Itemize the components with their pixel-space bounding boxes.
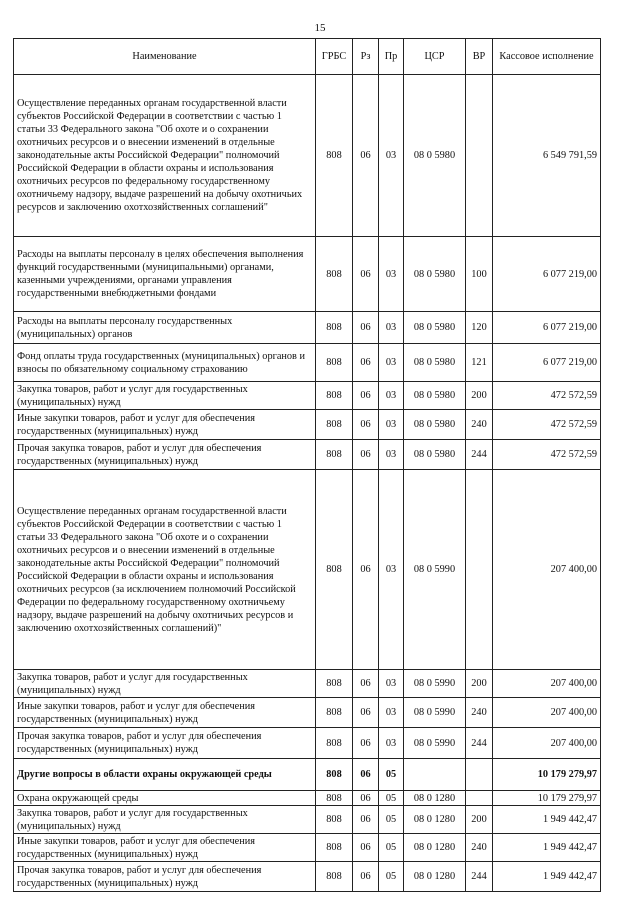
row-rz: 06 xyxy=(353,806,379,834)
row-csr: 08 0 1280 xyxy=(404,862,466,892)
table-row xyxy=(14,237,601,312)
row-amount: 6 077 219,00 xyxy=(493,237,601,312)
row-csr: 08 0 5980 xyxy=(404,344,466,382)
header-pr: Пр xyxy=(379,39,404,75)
row-grbs: 808 xyxy=(316,382,353,410)
row-vr: 244 xyxy=(466,440,493,470)
row-grbs: 808 xyxy=(316,440,353,470)
row-vr: 200 xyxy=(466,806,493,834)
table-body xyxy=(14,75,601,892)
row-pr: 03 xyxy=(379,698,404,728)
row-vr xyxy=(466,791,493,806)
row-rz: 06 xyxy=(353,312,379,344)
row-amount: 6 077 219,00 xyxy=(493,344,601,382)
row-name: Закупка товаров, работ и услуг для государственных (муниципальных) нужд xyxy=(14,670,316,698)
row-name: Прочая закупка товаров, работ и услуг для обеспечения государственных (муниципальных) нужд xyxy=(14,862,316,892)
row-rz: 06 xyxy=(353,237,379,312)
row-vr: 200 xyxy=(466,670,493,698)
row-csr xyxy=(404,759,466,791)
row-grbs: 808 xyxy=(316,75,353,237)
row-amount: 10 179 279,97 xyxy=(493,791,601,806)
row-amount: 207 400,00 xyxy=(493,728,601,759)
row-vr: 244 xyxy=(466,728,493,759)
row-grbs: 808 xyxy=(316,834,353,862)
table-row xyxy=(14,806,601,834)
header-grbs: ГРБС xyxy=(316,39,353,75)
row-name: Иные закупки товаров, работ и услуг для обеспечения государственных (муниципальных) нужд xyxy=(14,698,316,728)
row-amount: 472 572,59 xyxy=(493,382,601,410)
table-row xyxy=(14,382,601,410)
row-rz: 06 xyxy=(353,791,379,806)
row-rz: 06 xyxy=(353,862,379,892)
table-row xyxy=(14,759,601,791)
row-pr: 03 xyxy=(379,237,404,312)
table-row xyxy=(14,791,601,806)
row-amount: 1 949 442,47 xyxy=(493,806,601,834)
row-pr: 05 xyxy=(379,759,404,791)
row-csr: 08 0 1280 xyxy=(404,834,466,862)
table-row xyxy=(14,312,601,344)
row-rz: 06 xyxy=(353,344,379,382)
row-rz: 06 xyxy=(353,382,379,410)
row-pr: 03 xyxy=(379,382,404,410)
row-name: Осуществление переданных органам государственной власти субъектов Российской Федерации в соответствии с частью 1 статьи 33 Федерального закона "Об охоте и о сохранении охотничьих ресурсов и о внесении изменений в отдельные законодательные акты Российской Федерации" полномочий Российской Федерации в области охраны и использования охотничьих ресурсов по федеральному государственному охотничьему надзору, выдаче разрешений на добычу охотничьих ресурсов и заключению охотхозяйственных соглашений" xyxy=(14,75,316,237)
row-pr: 03 xyxy=(379,440,404,470)
row-vr: 121 xyxy=(466,344,493,382)
table-row xyxy=(14,440,601,470)
row-csr: 08 0 5990 xyxy=(404,670,466,698)
header-vr: ВР xyxy=(466,39,493,75)
row-csr: 08 0 1280 xyxy=(404,806,466,834)
row-name: Закупка товаров, работ и услуг для государственных (муниципальных) нужд xyxy=(14,382,316,410)
row-vr: 120 xyxy=(466,312,493,344)
row-csr: 08 0 5980 xyxy=(404,75,466,237)
row-vr xyxy=(466,470,493,670)
row-grbs: 808 xyxy=(316,237,353,312)
row-pr: 03 xyxy=(379,312,404,344)
row-grbs: 808 xyxy=(316,759,353,791)
row-name: Иные закупки товаров, работ и услуг для обеспечения государственных (муниципальных) нужд xyxy=(14,834,316,862)
row-pr: 03 xyxy=(379,470,404,670)
row-rz: 06 xyxy=(353,728,379,759)
row-pr: 05 xyxy=(379,834,404,862)
row-csr: 08 0 5990 xyxy=(404,728,466,759)
header-amount: Кассовое исполнение xyxy=(493,39,601,75)
row-amount: 1 949 442,47 xyxy=(493,834,601,862)
row-amount: 10 179 279,97 xyxy=(493,759,601,791)
row-csr: 08 0 5980 xyxy=(404,237,466,312)
row-grbs: 808 xyxy=(316,670,353,698)
row-name: Прочая закупка товаров, работ и услуг для обеспечения государственных (муниципальных) нужд xyxy=(14,728,316,759)
row-csr: 08 0 5980 xyxy=(404,382,466,410)
row-pr: 05 xyxy=(379,806,404,834)
table-row xyxy=(14,410,601,440)
header-rz: Рз xyxy=(353,39,379,75)
row-pr: 05 xyxy=(379,862,404,892)
row-vr: 100 xyxy=(466,237,493,312)
row-pr: 03 xyxy=(379,670,404,698)
page-number: 15 xyxy=(314,22,326,34)
table-row xyxy=(14,344,601,382)
row-amount: 6 077 219,00 xyxy=(493,312,601,344)
row-rz: 06 xyxy=(353,759,379,791)
row-pr: 03 xyxy=(379,410,404,440)
row-grbs: 808 xyxy=(316,791,353,806)
table-row xyxy=(14,728,601,759)
row-amount: 207 400,00 xyxy=(493,470,601,670)
row-grbs: 808 xyxy=(316,862,353,892)
row-amount: 1 949 442,47 xyxy=(493,862,601,892)
header-name: Наименование xyxy=(14,39,316,75)
row-rz: 06 xyxy=(353,698,379,728)
row-csr: 08 0 5980 xyxy=(404,410,466,440)
table-row xyxy=(14,698,601,728)
table-row xyxy=(14,834,601,862)
row-vr xyxy=(466,759,493,791)
row-amount: 6 549 791,59 xyxy=(493,75,601,237)
row-pr: 03 xyxy=(379,344,404,382)
row-grbs: 808 xyxy=(316,312,353,344)
table-row xyxy=(14,670,601,698)
budget-execution-table xyxy=(13,38,601,892)
row-rz: 06 xyxy=(353,834,379,862)
row-vr: 240 xyxy=(466,834,493,862)
row-name: Охрана окружающей среды xyxy=(14,791,316,806)
row-csr: 08 0 5990 xyxy=(404,698,466,728)
row-name: Фонд оплаты труда государственных (муниципальных) органов и взносы по обязательному социальному страхованию xyxy=(14,344,316,382)
row-pr: 03 xyxy=(379,75,404,237)
row-name: Расходы на выплаты персоналу в целях обеспечения выполнения функций государственными (муниципальными) органами, казенными учреждениями, органами управления государственными внебюджетными фондами xyxy=(14,237,316,312)
row-grbs: 808 xyxy=(316,344,353,382)
row-name: Иные закупки товаров, работ и услуг для обеспечения государственных (муниципальных) нужд xyxy=(14,410,316,440)
row-amount: 207 400,00 xyxy=(493,670,601,698)
row-grbs: 808 xyxy=(316,470,353,670)
row-pr: 03 xyxy=(379,728,404,759)
row-vr xyxy=(466,75,493,237)
table-header-row xyxy=(14,39,601,75)
row-amount: 472 572,59 xyxy=(493,440,601,470)
row-csr: 08 0 5990 xyxy=(404,470,466,670)
row-name: Осуществление переданных органам государственной власти субъектов Российской Федерации в соответствии с частью 1 статьи 33 Федерального закона "Об охоте и о сохранении охотничьих ресурсов и о внесении изменений в отдельные законодательные акты Российской Федерации" полномочий Российской Федерации в области охраны и использования охотничьих ресурсов (за исключением полномочий Российской Федерации по федеральному государственному охотничьему надзору, выдаче разрешений на добычу охотничьих ресурсов и заключению охотхозяйственных соглашений)" xyxy=(14,470,316,670)
row-grbs: 808 xyxy=(316,410,353,440)
row-grbs: 808 xyxy=(316,698,353,728)
row-rz: 06 xyxy=(353,470,379,670)
table-row xyxy=(14,75,601,237)
row-pr: 05 xyxy=(379,791,404,806)
row-name: Прочая закупка товаров, работ и услуг для обеспечения государственных (муниципальных) нужд xyxy=(14,440,316,470)
row-vr: 240 xyxy=(466,410,493,440)
row-name: Расходы на выплаты персоналу государственных (муниципальных) органов xyxy=(14,312,316,344)
row-rz: 06 xyxy=(353,410,379,440)
row-csr: 08 0 5980 xyxy=(404,440,466,470)
table-row xyxy=(14,862,601,892)
row-amount: 207 400,00 xyxy=(493,698,601,728)
header-csr: ЦСР xyxy=(404,39,466,75)
row-rz: 06 xyxy=(353,440,379,470)
table-row xyxy=(14,470,601,670)
row-csr: 08 0 5980 xyxy=(404,312,466,344)
row-name: Другие вопросы в области охраны окружающей среды xyxy=(14,759,316,791)
row-rz: 06 xyxy=(353,75,379,237)
row-amount: 472 572,59 xyxy=(493,410,601,440)
row-rz: 06 xyxy=(353,670,379,698)
row-vr: 240 xyxy=(466,698,493,728)
row-grbs: 808 xyxy=(316,806,353,834)
row-vr: 244 xyxy=(466,862,493,892)
row-grbs: 808 xyxy=(316,728,353,759)
row-csr: 08 0 1280 xyxy=(404,791,466,806)
row-vr: 200 xyxy=(466,382,493,410)
row-name: Закупка товаров, работ и услуг для государственных (муниципальных) нужд xyxy=(14,806,316,834)
